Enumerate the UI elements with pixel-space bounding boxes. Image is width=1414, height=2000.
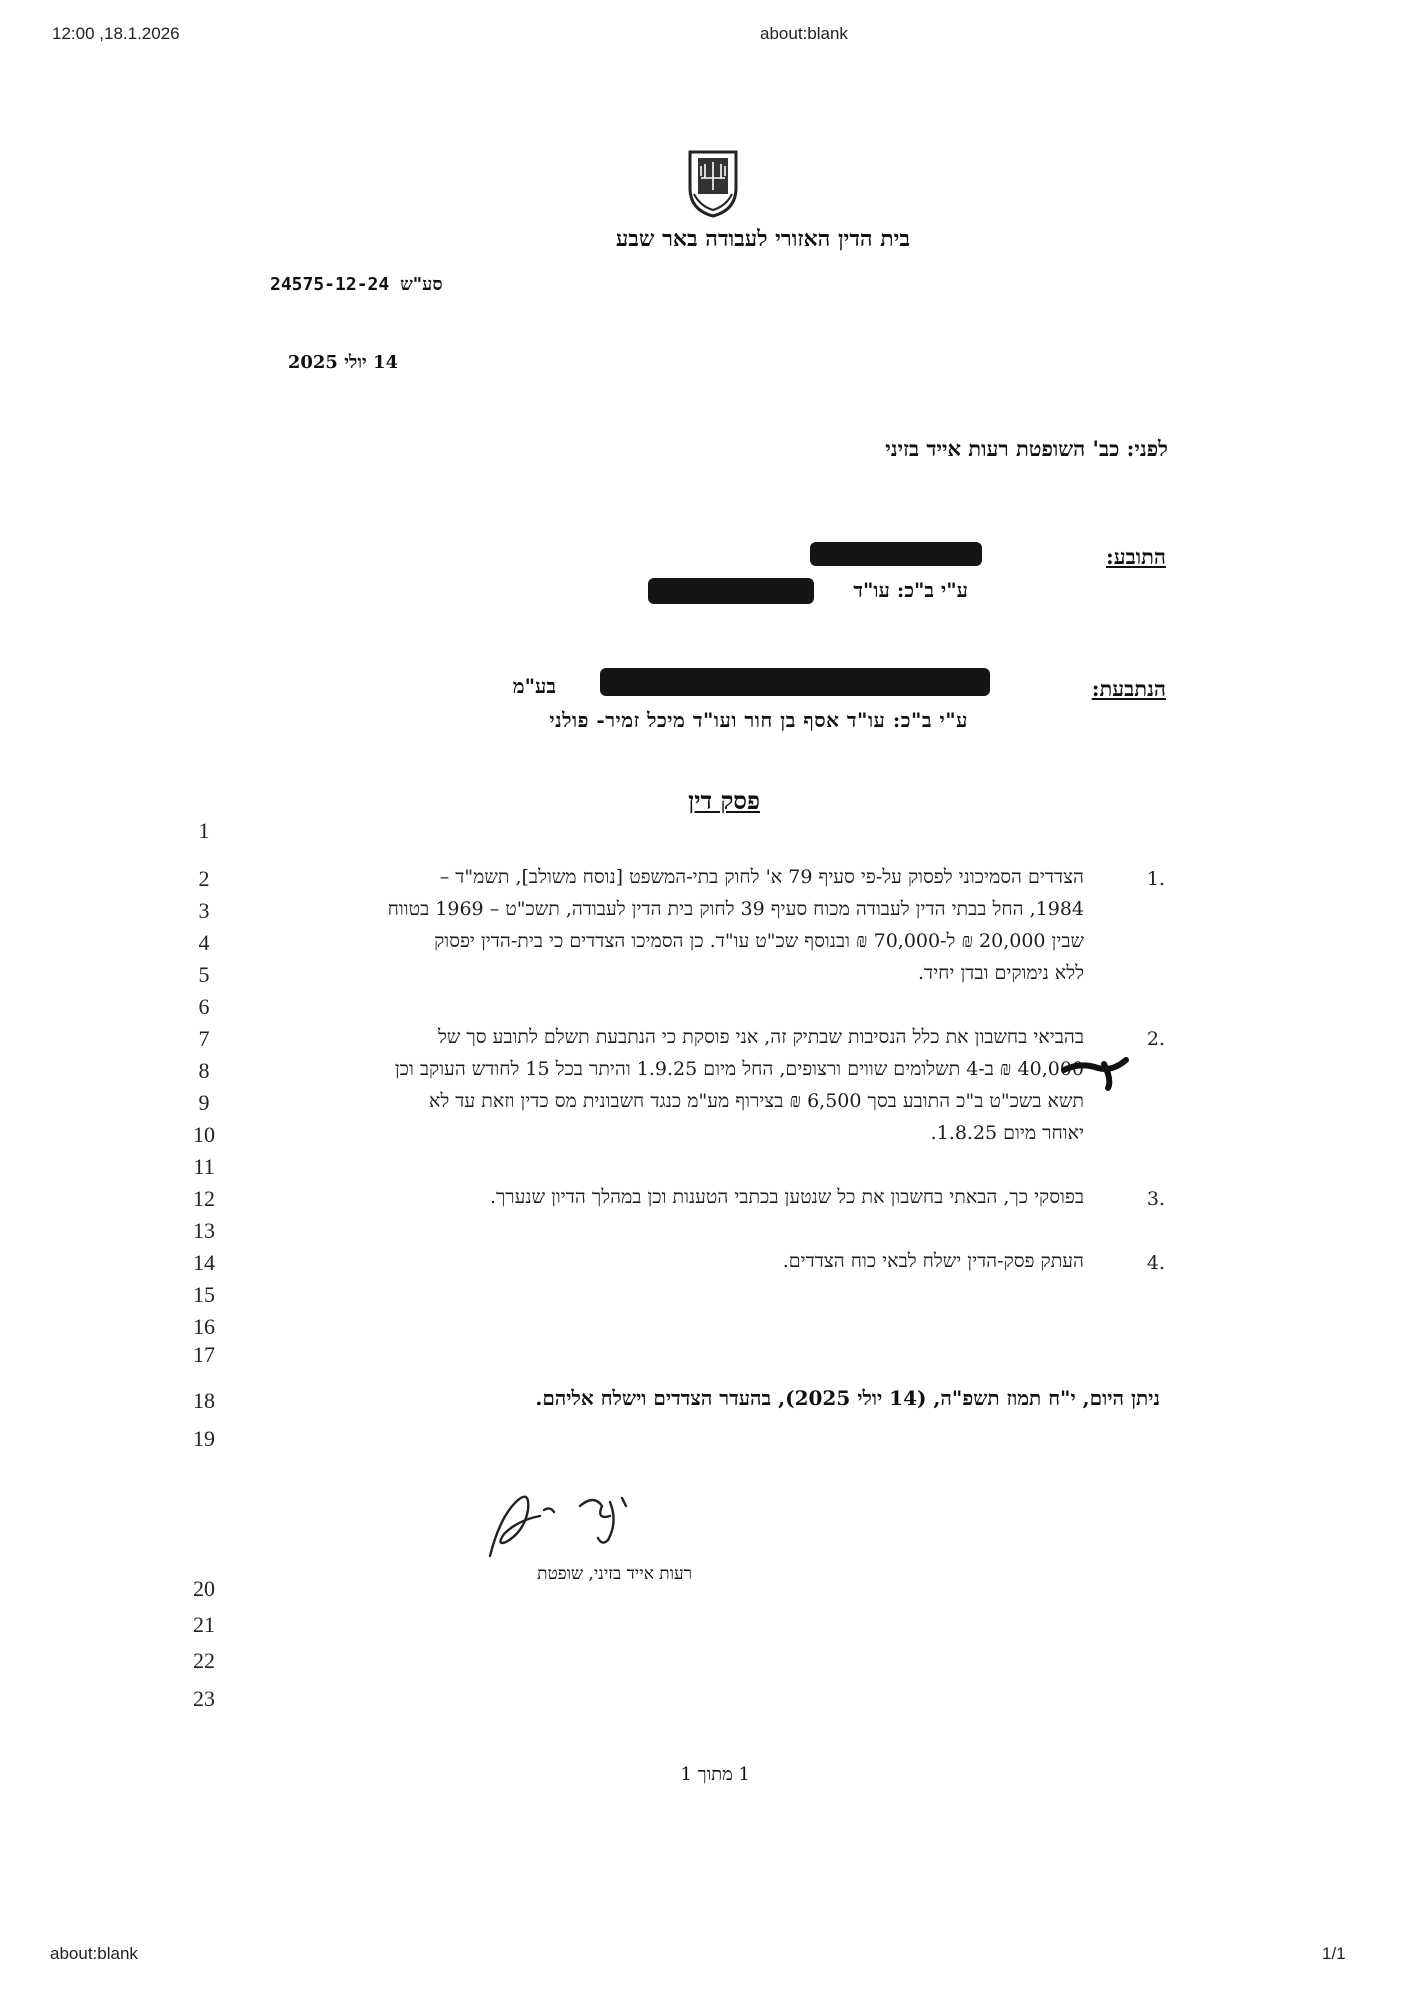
defendant-counsel: ע"י ב"כ: עו"ד אסף בן חור ועו"ד מיכל זמיר- פולני [549,708,968,732]
line-number: 14 [193,1250,215,1275]
case-number-value: 24575-12-24 [270,274,390,295]
case-number [270,274,443,295]
case-label: סע"ש [400,274,443,295]
line-number: 10 [193,1122,215,1147]
handwritten-mark-icon [1060,1052,1132,1092]
paragraph-line: יאוחר מיום 1.8.25. [930,1122,1084,1144]
paragraph-line: הצדדים הסמיכוני לפסוק על-פי סעיף 79 א' לחוק בתי-המשפט [נוסח משולב], תשמ"ד – [439,866,1084,888]
paragraph-line: בהביאי בחשבון את כלל הנסיבות שבתיק זה, אני פוסקת כי הנתבעת תשלם לתובע סך של [438,1026,1084,1048]
paragraph-number: 4. [1146,1252,1165,1274]
court-name: בית הדין האזורי לעבודה באר שבע [615,226,910,252]
line-number: 8 [198,1058,210,1083]
hearing-date: 14 יולי 2025 [287,352,398,373]
defendant-suffix: בע"מ [512,674,556,698]
line-number: 13 [193,1218,215,1243]
line-number: 15 [193,1282,215,1307]
line-number: 4 [198,930,210,955]
page-footer: 1 מתוך 1 [680,1764,750,1785]
line-number: 23 [193,1686,215,1711]
line-number: 17 [193,1342,215,1367]
line-number: 12 [193,1186,215,1211]
line-number: 11 [193,1154,215,1179]
line-number: 6 [198,994,210,1019]
paragraph-number: 2. [1146,1028,1165,1050]
given-today-line: ניתן היום, י"ח תמוז תשפ"ה, (14 יולי 2025), בהעדר הצדדים וישלח אליהם. [535,1386,1160,1410]
plaintiff-counsel-redaction [648,578,814,604]
line-number: 20 [193,1576,215,1601]
paragraph-line: ללא נימוקים ובדן יחיד. [918,962,1084,984]
line-number: 19 [193,1426,215,1451]
print-title: about:blank [760,24,848,43]
defendant-name-redaction [600,668,990,696]
line-number: 18 [193,1388,215,1413]
paragraph-line: תשא בשכ"ט ב"כ התובע בסך 6,500 ₪ בצירוף מע"מ כנגד חשבונית מס כדין וזאת עד לא [428,1090,1084,1112]
line-number: 7 [198,1026,210,1051]
paragraph-number: 1. [1146,868,1165,890]
paragraph-line: העתק פסק-הדין ישלח לבאי כוח הצדדים. [782,1250,1084,1272]
signer-name: רעות אייד בזיני, שופטת [537,1564,692,1584]
paragraph-line: 40,000 ₪ ב-4 תשלומים שווים ורצופים, החל מיום 1.9.25 והיתר בכל 15 לחודש העוקב וכן [394,1058,1084,1080]
line-number: 5 [198,962,210,987]
paragraph-line: 1984, החל בבתי הדין לעבודה מכוח סעיף 39 לחוק בית הדין לעבודה, תשכ"ט – 1969 בטווח [387,898,1084,920]
line-number: 2 [198,866,210,891]
signature-icon [470,1476,650,1566]
print-footer-url: about:blank [50,1944,138,1963]
line-number: 1 [198,818,210,843]
line-number: 9 [198,1090,210,1115]
state-emblem-icon [686,148,740,218]
document-title: פסק דין [688,786,760,815]
judge-name: כב' השופטת רעות אייד בזיני [885,436,1120,461]
defendant-role: הנתבעת: [1091,676,1166,701]
line-number: 16 [193,1314,215,1339]
plaintiff-counsel: ע"י ב"כ: עו"ד [853,578,968,602]
print-page-count: 1/1 [1322,1944,1346,1963]
paragraph-line: שבין 20,000 ₪ ל-70,000 ₪ ובנוסף שכ"ט עו"ד. כן הסמיכו הצדדים כי בית-הדין יפסוק [434,930,1084,952]
line-number: 3 [198,898,210,923]
paragraph-number: 3. [1146,1188,1165,1210]
before-judge-line [885,436,1168,462]
line-number: 22 [193,1648,215,1673]
print-datetime: 12:00 ,18.1.2026 [52,24,180,43]
before-label: לפני: [1126,436,1168,461]
line-number: 21 [193,1612,215,1637]
plaintiff-role: התובע: [1105,544,1166,569]
paragraph-line: בפוסקי כך, הבאתי בחשבון את כל שנטען בכתבי הטענות וכן במהלך הדיון שנערך. [489,1186,1084,1208]
plaintiff-name-redaction [810,542,982,566]
